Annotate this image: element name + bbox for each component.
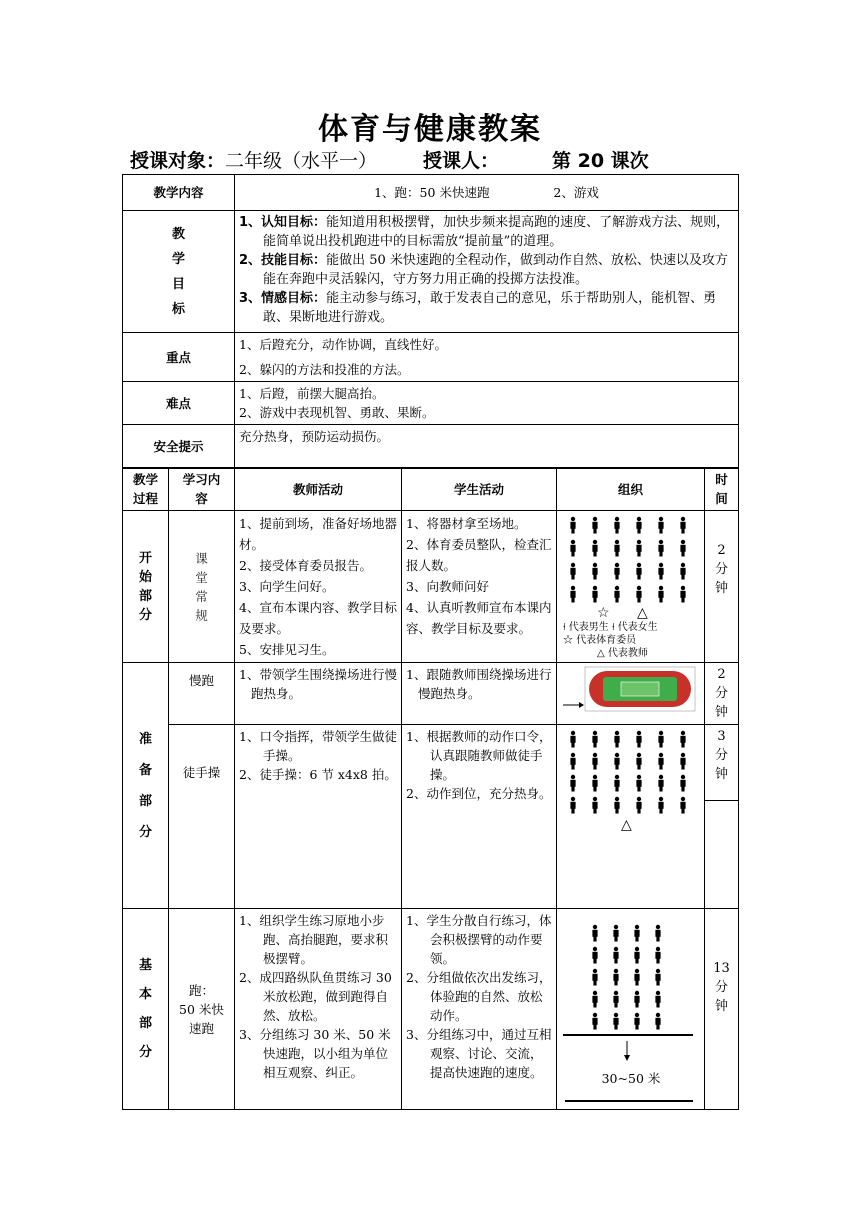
girl-figure-icon: ⍿: [611, 622, 615, 633]
student-figure-icon: [655, 1013, 660, 1030]
phase-start: [123, 511, 169, 663]
student-figure-icon: [613, 991, 618, 1008]
student-figure-icon: [614, 731, 619, 748]
student-figure-icon: [636, 753, 641, 770]
jog-content: 慢跑: [169, 663, 235, 725]
start-organization: [557, 511, 705, 663]
activity-item: 4、宣布本课内容、教学目标及要求。: [239, 600, 397, 636]
star-icon: ☆: [563, 635, 573, 646]
student-figure-icon: [655, 925, 660, 942]
goal-title: 认知目标：: [261, 215, 327, 230]
student-figure-icon: [680, 775, 685, 792]
content-line: 跑：: [188, 982, 214, 998]
student-figure-icon: [570, 540, 575, 557]
student-figure-icon: [658, 797, 663, 814]
lesson-header: [130, 146, 377, 176]
teaching-content: [235, 175, 739, 211]
content-item-2: 2、游戏: [553, 185, 599, 200]
student-figure-icon: [636, 731, 641, 748]
safety-tip: 充分热身，预防运动损伤。: [235, 425, 739, 469]
activity-item: 2、接受体育委员报告。: [239, 558, 372, 573]
student-figure-icon: [680, 540, 685, 557]
student-figure-icon: [570, 586, 575, 603]
difficulty-item: 1、后蹬，前摆大腿高抬。: [239, 386, 385, 401]
student-figure-icon: [614, 775, 619, 792]
item-text: 成四路纵队鱼贯练习 30 米放松跑，做到跑得自然、放松。: [259, 970, 392, 1023]
jog-student-activity: 1、跟随教师围绕操场进行慢跑热身。: [402, 663, 557, 725]
item-number: 3、: [239, 1027, 260, 1042]
phase-char: 分: [138, 824, 152, 840]
content-label: 教学内容: [123, 175, 235, 211]
student-figure-icon: [592, 540, 597, 557]
monitor-star-icon: ☆: [597, 605, 610, 621]
item-number: 2、: [406, 786, 427, 801]
student-figure-icon: [592, 517, 597, 534]
activity-item: 3、向教师问好: [406, 579, 489, 594]
page-title: 体育与健康教案: [318, 112, 542, 147]
triangle-icon: △: [597, 648, 605, 659]
activity-item: [406, 911, 552, 968]
student-figure-icon: [636, 563, 641, 580]
student-figure-icon: [658, 753, 663, 770]
time-char: 2: [717, 667, 726, 682]
phase-char: 开: [138, 550, 152, 566]
content-char: 规: [195, 607, 208, 623]
student-figure-icon: [636, 775, 641, 792]
student-figure-icon: [614, 753, 619, 770]
difficulty-item: 2、游戏中表现机智、勇敢、果断。: [239, 405, 435, 420]
time-char: 3: [717, 729, 726, 744]
phase-char: 准: [138, 731, 152, 747]
jog-organization: [557, 663, 705, 725]
time-char: 钟: [714, 705, 728, 720]
student-figure-icon: [570, 563, 575, 580]
difficulty-label: 难点: [123, 382, 235, 425]
student-figure-icon: [655, 991, 660, 1008]
goal-item: [239, 251, 734, 289]
item-number: 1、: [406, 913, 427, 928]
phase-char: 备: [138, 762, 152, 778]
distance-label: 30~50 米: [601, 1071, 661, 1086]
jog-time: [705, 663, 739, 725]
item-text: 口令指挥，带领学生做徒手操。: [259, 729, 397, 763]
item-text: 分组练习中，通过互相观察、讨论、交流，提高快速跑的速度。: [426, 1027, 552, 1080]
student-figure-icon: [592, 753, 597, 770]
key-point-label: 重点: [123, 333, 235, 382]
exercise-time: [705, 725, 739, 801]
start-content: [169, 511, 235, 663]
teaching-goals: [235, 211, 739, 333]
student-figure-icon: [634, 969, 639, 986]
phase-basic: [123, 909, 169, 1110]
lesson-info-table: [122, 174, 739, 469]
activity-item: [406, 968, 552, 1025]
goal-title: 情感目标：: [261, 291, 327, 306]
start-time: [705, 511, 739, 663]
goals-label-char: 学: [171, 251, 185, 267]
student-figure-icon: [636, 797, 641, 814]
basic-student-activity: [402, 909, 557, 1110]
process-table: [122, 467, 739, 1110]
student-figure-icon: [658, 731, 663, 748]
formation-diagram-exercise: [557, 725, 705, 905]
goals-label-char: 标: [171, 301, 185, 317]
phase-char: 部: [138, 793, 152, 809]
student-figure-icon: [658, 563, 663, 580]
activity-item: 1、将器材拿至场地。: [406, 516, 527, 531]
student-figure-icon: [634, 925, 639, 942]
student-figure-icon: [592, 991, 597, 1008]
student-figure-icon: [658, 775, 663, 792]
student-figure-icon: [592, 775, 597, 792]
activity-item: [406, 1025, 552, 1082]
track-diagram: [557, 663, 705, 719]
phase-char: 本: [138, 987, 152, 1002]
legend-monitor: 代表体育委员: [576, 635, 637, 646]
target-value: 二年级（水平一）: [225, 150, 378, 172]
item-text: 分组练习 30 米、50 米快速跑，以小组为单位相互观察、纠正。: [259, 1027, 391, 1080]
activity-item: 4、认真听教师宣布本课内容、教学目标及要求。: [406, 600, 552, 636]
time-char: 分: [714, 562, 728, 577]
jog-teacher-activity: 1、带领学生围绕操场进行慢跑热身。: [235, 663, 402, 725]
exercise-teacher-activity: [235, 725, 402, 909]
phase-prepare: [123, 663, 169, 909]
time-char: 2: [717, 543, 726, 558]
student-figure-icon: [655, 947, 660, 964]
time-char: 钟: [714, 767, 728, 782]
student-figure-icon: [634, 991, 639, 1008]
goal-item: [239, 213, 734, 251]
goal-number: 1、: [239, 215, 262, 230]
student-figure-icon: [634, 1013, 639, 1030]
goal-title: 技能目标：: [261, 253, 327, 268]
safety-label: 安全提示: [123, 425, 235, 469]
goal-text: 能主动参与练习，敢于发表自己的意见，乐于帮助别人，能机智、勇敢、果断地进行游戏。: [263, 291, 717, 325]
student-figure-icon: [592, 947, 597, 964]
key-points: [235, 333, 739, 382]
goal-number: 2、: [239, 253, 262, 268]
activity-item: [239, 911, 397, 968]
phase-char: 基: [138, 958, 152, 973]
col-process: 教学过程: [123, 468, 169, 511]
basic-time: [705, 909, 739, 1110]
item-number: 1、: [406, 729, 427, 744]
item-text: 组织学生练习原地小步跑、高抬腿跑，要求积极摆臂。: [259, 913, 389, 966]
student-figure-icon: [614, 563, 619, 580]
student-figure-icon: [680, 753, 685, 770]
col-time: 时间: [705, 468, 739, 511]
item-number: 1、: [239, 729, 260, 744]
phase-char: 分: [138, 607, 152, 623]
student-figure-icon: [570, 775, 575, 792]
key-point-item: 2、躲闪的方法和投准的方法。: [239, 362, 410, 377]
goal-text: 能知道用积极摆臂，加快步频来提高跑的速度、了解游戏方法、规则，能简单说出投机跑进中的目标需放“提前量”的道理。: [263, 215, 730, 249]
goals-label-char: 目: [171, 276, 185, 292]
student-figure-icon: [613, 947, 618, 964]
student-figure-icon: [680, 797, 685, 814]
activity-item: [239, 765, 397, 784]
activity-item: [239, 968, 397, 1025]
student-figure-icon: [680, 563, 685, 580]
time-char: 分: [714, 748, 728, 763]
item-number: 2、: [406, 970, 427, 985]
content-item-1: 1、跑：50 米快速跑: [374, 185, 490, 200]
student-figure-icon: [570, 731, 575, 748]
teacher-triangle-icon: △: [637, 605, 648, 621]
goal-item: [239, 289, 734, 327]
goal-text: 能做出 50 米快速跑的全程动作，做到动作自然、放松、快速以及攻方能在奔跑中灵活躲闪，守方努力用正确的投掷方法投准。: [263, 253, 728, 287]
student-figure-icon: [680, 517, 685, 534]
activity-item: 2、体育委员整队，检查汇报人数。: [406, 537, 552, 573]
student-figure-icon: [634, 947, 639, 964]
activity-item: [406, 784, 552, 803]
student-figure-icon: [636, 540, 641, 557]
item-text: 动作到位，充分热身。: [426, 786, 552, 801]
student-figure-icon: [658, 517, 663, 534]
arrow-down-icon: [624, 1055, 630, 1061]
goals-label-char: 教: [171, 226, 185, 242]
student-figure-icon: [613, 1013, 618, 1030]
student-figure-icon: [592, 1013, 597, 1030]
student-figure-icon: [592, 797, 597, 814]
phase-char: 部: [138, 588, 152, 604]
teacher-field: [423, 146, 499, 176]
student-figure-icon: [570, 517, 575, 534]
item-number: 2、: [239, 970, 260, 985]
arrow-right-icon: [579, 702, 584, 708]
item-text: 分组做依次出发练习，体验跑的自然、放松动作。: [426, 970, 552, 1023]
phase-char: 分: [138, 1045, 152, 1060]
student-figure-icon: [613, 969, 618, 986]
start-teacher-activity: [235, 511, 402, 663]
target-label: 授课对象：: [130, 150, 226, 172]
item-number: 1、: [239, 913, 260, 928]
student-figure-icon: [592, 925, 597, 942]
item-text: 徒手操：6 节 x4x8 拍。: [259, 767, 397, 782]
boy-figure-icon: ⍿: [563, 622, 566, 633]
basic-organization: [557, 909, 705, 1110]
goals-label: [123, 211, 235, 333]
item-number: 2、: [239, 767, 260, 782]
basic-content: [169, 909, 235, 1110]
activity-item: 5、安排见习生。: [239, 642, 335, 657]
student-figure-icon: [592, 969, 597, 986]
student-figure-icon: [592, 731, 597, 748]
exercise-organization: [557, 725, 705, 909]
item-number: 3、: [406, 1027, 427, 1042]
activity-item: 3、向学生问好。: [239, 579, 335, 594]
item-text: 学生分散自行练习，体会积极摆臂的动作要领。: [426, 913, 552, 966]
student-figure-icon: [614, 586, 619, 603]
content-char: 堂: [195, 569, 208, 585]
phase-char: 始: [138, 569, 152, 585]
time-char: 钟: [714, 999, 728, 1014]
activity-item: [406, 727, 552, 784]
activity-item: [239, 727, 397, 765]
student-figure-icon: [592, 586, 597, 603]
student-figure-icon: [613, 925, 618, 942]
col-student: 学生活动: [402, 468, 557, 511]
time-char: 钟: [714, 581, 728, 596]
time-char: 分: [714, 686, 728, 701]
student-figure-icon: [658, 540, 663, 557]
time-char: 分: [714, 980, 728, 995]
legend-girl: 代表女生: [617, 622, 658, 633]
student-figure-icon: [614, 540, 619, 557]
student-figure-icon: [680, 731, 685, 748]
student-figure-icon: [570, 753, 575, 770]
lesson-number: 第 20 课次: [552, 150, 649, 172]
key-point-item: 1、后蹬充分，动作协调，直线性好。: [239, 337, 447, 352]
phase-char: 部: [138, 1016, 152, 1031]
student-figure-icon: [592, 563, 597, 580]
activity-item: 1、提前到场，准备好场地器材。: [239, 516, 397, 552]
student-figure-icon: [658, 586, 663, 603]
content-line: 50 米快速跑: [179, 1001, 224, 1036]
activity-item: [239, 1025, 397, 1082]
item-text: 根据教师的动作口令，认真跟随教师做徒手操。: [426, 729, 552, 782]
student-figure-icon: [636, 586, 641, 603]
student-figure-icon: [655, 969, 660, 986]
exercise-time-empty: [705, 801, 739, 909]
student-figure-icon: [570, 797, 575, 814]
student-figure-icon: [614, 797, 619, 814]
exercise-content: 徒手操: [169, 725, 235, 909]
exercise-student-activity: [402, 725, 557, 909]
teacher-triangle-icon: △: [621, 817, 632, 833]
formation-legend: [563, 621, 703, 660]
basic-teacher-activity: [235, 909, 402, 1110]
teacher-label: 授课人：: [423, 150, 500, 172]
student-figure-icon: [636, 517, 641, 534]
col-content: 学习内容: [169, 468, 235, 511]
col-organization: 组织: [557, 468, 705, 511]
legend-boy: 代表男生: [568, 622, 609, 633]
difficulties: [235, 382, 739, 425]
goal-number: 3、: [239, 291, 262, 306]
content-char: 课: [195, 550, 208, 566]
time-char: 13: [713, 961, 730, 976]
content-char: 常: [195, 588, 208, 604]
student-figure-icon: [614, 517, 619, 534]
legend-teacher: 代表教师: [607, 648, 648, 659]
col-teacher: 教师活动: [235, 468, 402, 511]
start-student-activity: [402, 511, 557, 663]
student-figure-icon: [680, 586, 685, 603]
